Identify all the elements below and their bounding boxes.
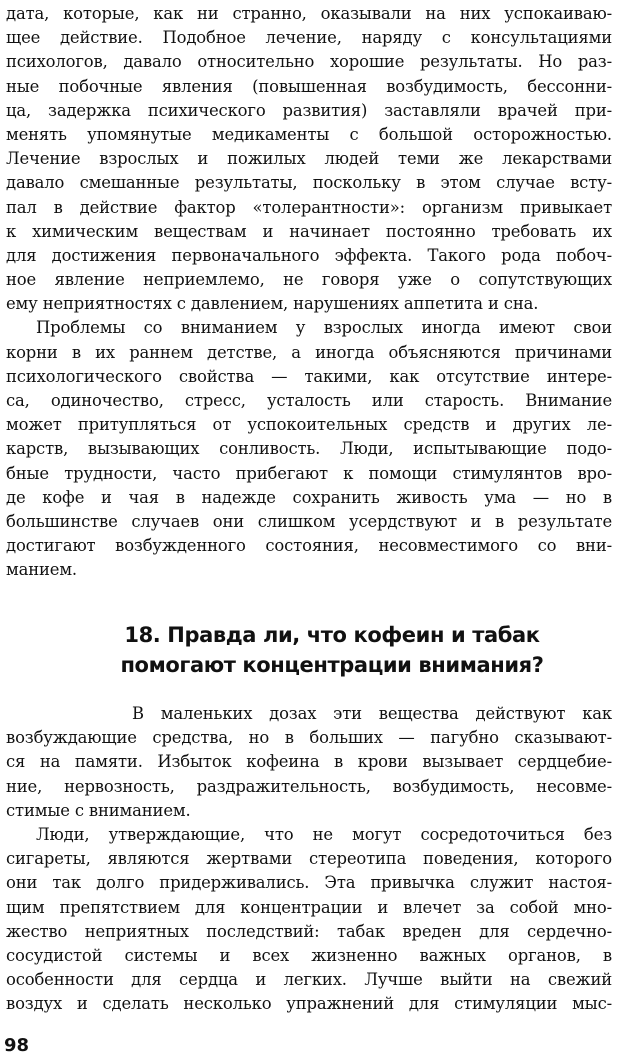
paragraph-first-line: Люди, утверждающие, что не могут сосредоточиться без bbox=[36, 824, 612, 844]
page-number: 98 bbox=[4, 1035, 30, 1056]
text-line: корни в их раннем детстве, а иногда объясняются причинами bbox=[6, 342, 612, 362]
text-line: стимые с вниманием. bbox=[6, 800, 191, 820]
section-heading bbox=[0, 620, 620, 680]
text-line: бные трудности, часто прибегают к помощи стимулянтов вро- bbox=[6, 463, 612, 483]
text-line: ца, задержка психического развития) заставляли врачей при- bbox=[6, 100, 612, 120]
text-line: жество неприятных последствий: табак вреден для сердечно- bbox=[6, 921, 612, 941]
text-block-answer bbox=[6, 702, 612, 1016]
text-line: достигают возбужденного состояния, несовместимого со вни- bbox=[6, 536, 612, 556]
text-line: для достижения первоначального эффекта. Такого рода побоч- bbox=[6, 245, 612, 265]
text-line: пал в действие фактор «толерантности»: организм привыкает bbox=[6, 197, 612, 217]
text-line: ное явление неприемлемо, не говоря уже о сопутствующих bbox=[6, 270, 612, 290]
paragraph-first-line: Проблемы со вниманием у взрослых иногда имеют свои bbox=[36, 318, 612, 338]
section-heading-line-1: 18. Правда ли, что кофеин и табак bbox=[124, 623, 540, 647]
text-line: психологического свойства — такими, как отсутствие интере- bbox=[6, 366, 612, 386]
section-heading-line-2: помогают концентрации внимания? bbox=[120, 653, 544, 677]
paragraph-first-line: В маленьких дозах эти вещества действуют как bbox=[132, 704, 612, 723]
text-line: сигареты, являются жертвами стереотипа поведения, которого bbox=[6, 849, 612, 869]
text-line: манием. bbox=[6, 560, 77, 580]
text-line: к химическим веществам и начинает постоянно требовать их bbox=[6, 221, 612, 241]
text-line: большинстве случаев они слишком усердствуют и в результате bbox=[6, 511, 612, 531]
text-line: менять упомянутые медикаменты с большой осторожностью. bbox=[6, 124, 612, 144]
text-line: сосудистой системы и всех жизненно важных органов, в bbox=[6, 945, 612, 965]
text-line: ные побочные явления (повышенная возбудимость, бессонни- bbox=[6, 76, 612, 96]
text-block-intro bbox=[6, 2, 612, 583]
text-line: давало смешанные результаты, поскольку в этом случае всту- bbox=[6, 173, 612, 193]
text-line: психологов, давало относительно хорошие результаты. Но раз- bbox=[6, 52, 612, 72]
text-line: щим препятствием для концентрации и влечет за собой мно- bbox=[6, 897, 612, 917]
text-line: Лечение взрослых и пожилых людей теми же лекарствами bbox=[6, 149, 612, 169]
text-line: ему неприятностях с давлением, нарушениях аппетита и сна. bbox=[6, 294, 539, 314]
text-line: возбуждающие средства, но в больших — пагубно сказывают- bbox=[6, 728, 612, 748]
text-line: особенности для сердца и легких. Лучше выйти на свежий bbox=[6, 970, 612, 990]
text-line: ся на памяти. Избыток кофеина в крови вызывает сердцебие- bbox=[6, 752, 612, 772]
text-line: щее действие. Подобное лечение, наряду с консультациями bbox=[6, 28, 612, 48]
text-line: может притупляться от успокоительных средств и других ле- bbox=[6, 415, 612, 435]
text-line: они так долго придерживались. Эта привычка служит настоя- bbox=[6, 873, 612, 893]
text-line: дата, которые, как ни странно, оказывали на них успокаиваю- bbox=[6, 4, 612, 23]
text-line: ние, нервозность, раздражительность, возбудимость, несовме- bbox=[6, 776, 612, 796]
text-line: воздух и сделать несколько упражнений для стимуляции мыс- bbox=[6, 994, 612, 1014]
text-line: де кофе и чая в надежде сохранить живость ума — но в bbox=[6, 487, 612, 507]
text-line: карств, вызывающих сонливость. Люди, испытывающие подо- bbox=[6, 439, 612, 459]
text-line: са, одиночество, стресс, усталость или старость. Внимание bbox=[6, 391, 612, 410]
